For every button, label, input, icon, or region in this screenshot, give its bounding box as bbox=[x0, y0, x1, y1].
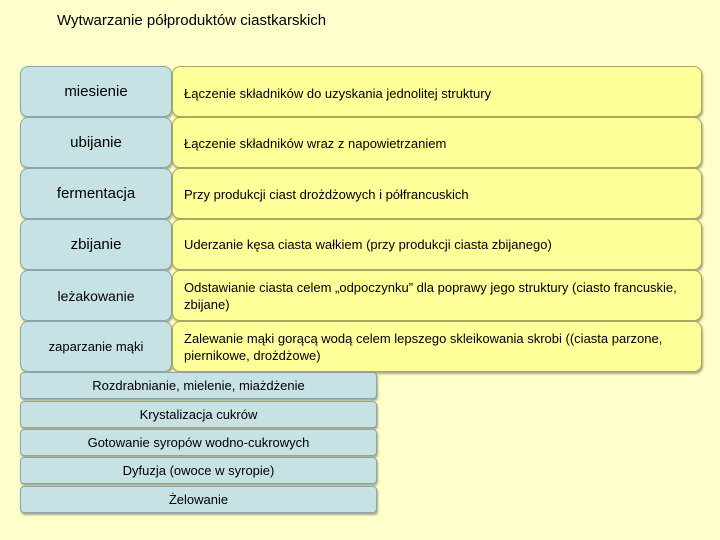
term-box-zaparzanie-maki: zaparzanie mąki bbox=[20, 321, 172, 372]
term-box-miesienie: miesienie bbox=[20, 66, 172, 117]
term-box-ubijanie: ubijanie bbox=[20, 117, 172, 168]
slide-title: Wytwarzanie półproduktów ciastkarskich bbox=[57, 12, 327, 29]
description-box-lezakowanie: Odstawianie ciasta celem „odpoczynku” dla poprawy jego struktury (ciasto francuskie, zbijane) bbox=[172, 270, 702, 321]
term-box-lezakowanie: leżakowanie bbox=[20, 270, 172, 321]
process-box-zelowanie: Żelowanie bbox=[20, 486, 377, 513]
process-box-krystalizacja: Krystalizacja cukrów bbox=[20, 401, 377, 428]
description-box-fermentacja: Przy produkcji ciast drożdżowych i półfrancuskich bbox=[172, 168, 702, 219]
process-box-gotowanie-syropow: Gotowanie syropów wodno-cukrowych bbox=[20, 429, 377, 456]
process-box-dyfuzja: Dyfuzja (owoce w syropie) bbox=[20, 457, 377, 484]
process-box-rozdrabnianie: Rozdrabnianie, mielenie, miażdżenie bbox=[20, 372, 377, 399]
term-box-zbijanie: zbijanie bbox=[20, 219, 172, 270]
description-box-zbijanie: Uderzanie kęsa ciasta wałkiem (przy produkcji ciasta zbijanego) bbox=[172, 219, 702, 270]
term-box-fermentacja: fermentacja bbox=[20, 168, 172, 219]
description-box-zaparzanie-maki: Zalewanie mąki gorącą wodą celem lepszego skleikowania skrobi ((ciasta parzone, piernikowe, drożdżowe) bbox=[172, 321, 702, 372]
description-box-miesienie: Łączenie składników do uzyskania jednolitej struktury bbox=[172, 66, 702, 117]
description-box-ubijanie: Łączenie składników wraz z napowietrzaniem bbox=[172, 117, 702, 168]
